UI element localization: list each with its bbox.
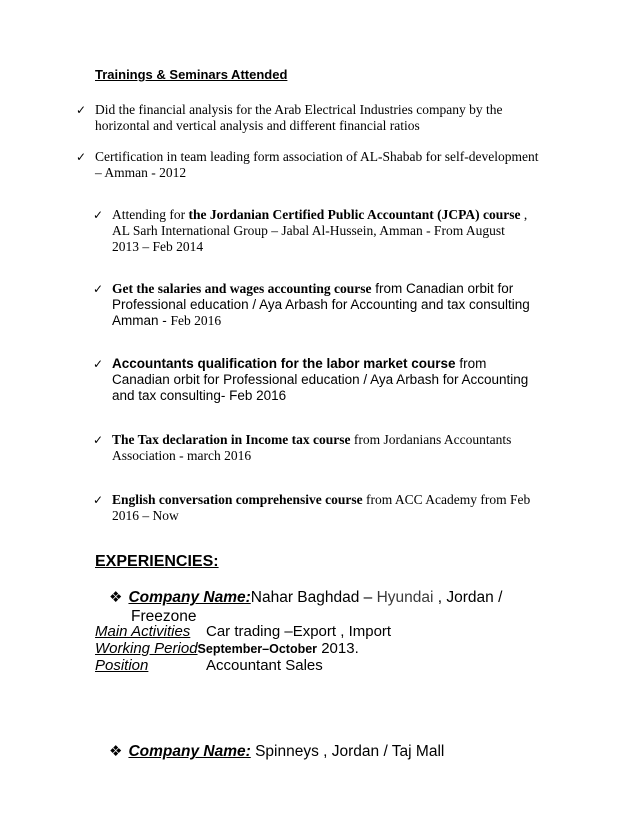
checkmark-icon: ✓ — [93, 282, 104, 296]
company-name-label: Company Name: — [128, 589, 251, 606]
training-item-4-date: Feb 2016 — [170, 313, 222, 328]
position-label: Position — [95, 657, 149, 674]
checkmark-icon: ✓ — [76, 103, 87, 117]
company-1-name: Nahar Baghdad – — [250, 589, 377, 606]
training-item-6-line-1 — [112, 432, 511, 448]
trainings-title: Trainings & Seminars Attended — [95, 67, 288, 82]
training-item-2-line-2: – Amman - 2012 — [95, 165, 187, 180]
checkmark-icon: ✓ — [93, 493, 104, 507]
training-item-7-course: English conversation comprehensive course — [112, 492, 363, 507]
training-item-3 — [93, 207, 528, 255]
training-item-1-line-2: horizontal and vertical analysis and different financial ratios — [95, 118, 420, 133]
checkmark-icon: ✓ — [93, 208, 104, 222]
training-item-3-suffix: , — [520, 207, 528, 222]
company-1-brand: Hyundai — [376, 589, 434, 606]
training-item-4-course: Get the salaries and wages accounting course — [112, 281, 372, 296]
training-item-7-line-2: 2016 – Now — [112, 508, 179, 523]
checkmark-icon: ✓ — [93, 433, 104, 447]
company-1-line-1 — [109, 588, 502, 607]
training-item-5-suffix: from — [455, 356, 487, 371]
training-item-5 — [93, 356, 529, 404]
company-name-label: Company Name: — [128, 743, 251, 760]
training-item-7 — [93, 492, 531, 524]
position-value: Accountant Sales — [206, 657, 323, 674]
training-item-2 — [76, 149, 539, 181]
working-period-year: 2013. — [317, 640, 359, 657]
company-1-line-2: Freezone — [131, 608, 197, 625]
training-item-4-line-1 — [112, 281, 530, 297]
training-item-6-line-2: Association - march 2016 — [112, 448, 252, 463]
training-item-4-line-2: Professional education / Aya Arbash for Accounting and tax consulting — [112, 297, 530, 312]
training-item-3-prefix: Attending for — [112, 207, 189, 222]
training-item-3-line-2: AL Sarh International Group – Jabal Al-Hussein, Amman - From August — [112, 223, 505, 238]
training-item-6-course: The Tax declaration in Income tax course — [112, 432, 351, 447]
training-item-7-suffix: from ACC Academy from Feb — [362, 492, 531, 507]
training-item-7-line-1 — [112, 492, 530, 508]
training-item-3-line-3: 2013 – Feb 2014 — [112, 239, 204, 254]
main-activities-label: Main Activities — [95, 623, 191, 640]
training-item-3-line-1 — [112, 207, 527, 223]
working-period-label: Working Period — [95, 640, 198, 657]
training-item-4-place: Amman - — [112, 313, 171, 328]
experiences-title: EXPERIENCIES: — [95, 553, 219, 570]
main-activities-row — [95, 623, 392, 640]
company-1 — [109, 588, 502, 626]
training-item-3-course: the Jordanian Certified Public Accountant (JCPA) course — [188, 207, 521, 222]
training-item-4-line-3 — [112, 313, 530, 329]
checkmark-icon: ✓ — [93, 357, 104, 371]
training-item-5-course: Accountants qualification for the labor market course — [112, 356, 456, 371]
company-1-location: , Jordan / — [433, 589, 503, 606]
training-item-5-line-2: Canadian orbit for Professional education / Aya Arbash for Accounting — [112, 372, 529, 387]
training-item-4 — [93, 281, 530, 329]
training-item-5-line-3: and tax consulting- Feb 2016 — [112, 388, 287, 403]
working-period-row — [95, 640, 359, 658]
main-activities-value: Car trading –Export , Import — [206, 623, 392, 640]
training-item-4-suffix: from Canadian orbit for — [371, 281, 514, 296]
training-item-1 — [76, 102, 503, 134]
diamond-bullet-icon: ❖ — [109, 588, 123, 606]
training-item-6 — [93, 432, 512, 464]
position-row — [95, 657, 323, 674]
working-period-months: September–October — [197, 642, 318, 656]
training-item-5-line-1 — [112, 356, 528, 372]
checkmark-icon: ✓ — [76, 150, 87, 164]
diamond-bullet-icon: ❖ — [109, 742, 123, 760]
company-2 — [109, 742, 444, 761]
training-item-2-line-1: Certification in team leading form association of AL-Shabab for self-development — [95, 149, 539, 164]
company-2-line-1 — [109, 742, 444, 761]
company-2-name: Spinneys , Jordan / Taj Mall — [255, 743, 445, 760]
training-item-1-line-1: Did the financial analysis for the Arab Electrical Industries company by the — [95, 102, 503, 117]
training-item-6-suffix: from Jordanians Accountants — [350, 432, 512, 447]
